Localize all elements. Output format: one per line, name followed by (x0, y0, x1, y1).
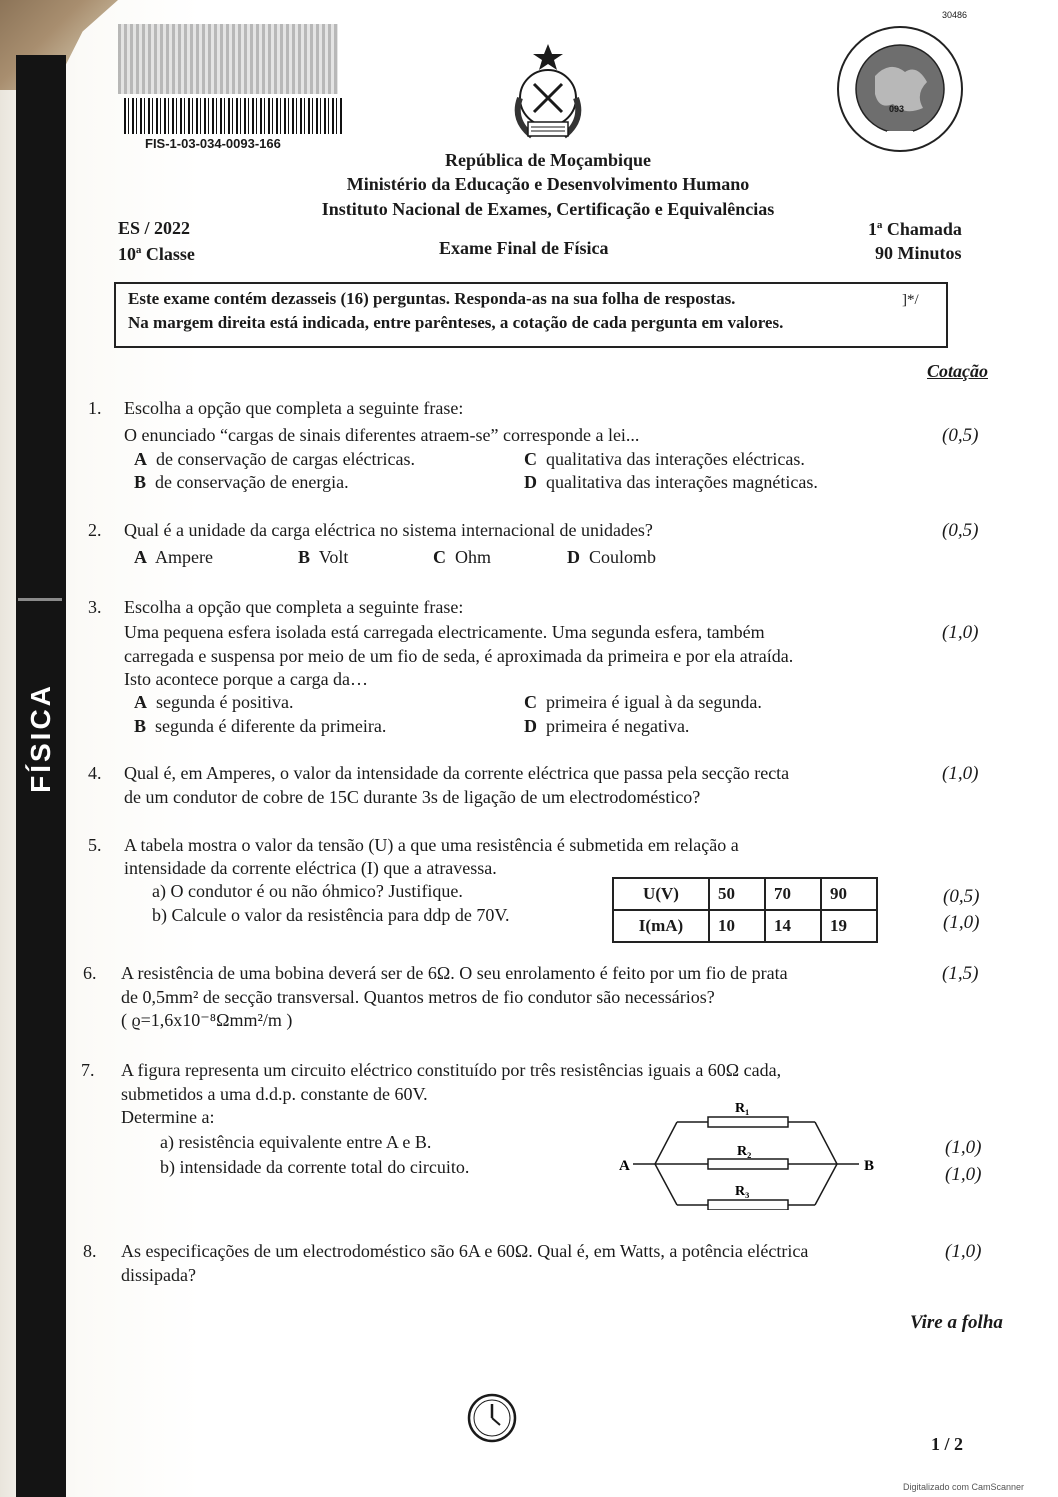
option (134, 472, 349, 493)
question-score: (1,0) (945, 1241, 982, 1262)
option-text: primeira é igual à da segunda. (546, 692, 762, 712)
option (524, 716, 689, 737)
blurred-label (118, 24, 338, 94)
question-text: Qual é a unidade da carga eléctrica no sistema internacional de unidades? (124, 520, 653, 540)
option-letter: D (524, 472, 537, 492)
spine-mark (18, 598, 62, 601)
option-text: qualitativa das interações eléctricas. (546, 449, 805, 469)
question-text: de um condutor de cobre de 15C durante 3s de ligação de um electrodoméstico? (124, 787, 701, 807)
table-cell: 50 (709, 878, 765, 910)
question-text: A resistência de uma bobina deverá ser de 6Ω. O seu enrolamento é feito por um fio de prata (121, 963, 788, 983)
question-number: 4. (88, 763, 102, 783)
resistor-r3 (708, 1200, 788, 1210)
option (567, 547, 656, 568)
table-header-cell: I(mA) (613, 910, 709, 942)
option-text: Ampere (155, 547, 213, 567)
instructions-line-2: Na margem direita está indicada, entre parênteses, a cotação de cada pergunta em valores. (128, 313, 784, 332)
institute-title: Instituto Nacional de Exames, Certificação e Equivalências (321, 199, 775, 219)
option-letter: C (524, 692, 537, 712)
option-letter: B (134, 716, 147, 736)
question-score: (0,5) (942, 520, 979, 541)
option-text: Coulomb (589, 547, 657, 567)
option-letter: C (433, 547, 446, 567)
question-text: O enunciado “cargas de sinais diferentes atraem-se” corresponde a lei... (124, 425, 640, 445)
option (134, 692, 293, 713)
barcode (124, 98, 342, 134)
option-letter: A (134, 547, 147, 567)
table-row (613, 878, 877, 910)
question-score: (1,0) (945, 1164, 982, 1185)
question-text: de 0,5mm² de secção transversal. Quantos metros de fio condutor são necessários? (121, 987, 715, 1007)
question-score: (1,0) (943, 912, 980, 933)
question-number: 7. (81, 1060, 95, 1080)
handwritten-mark: ]*/ (902, 292, 919, 308)
question-number: 3. (88, 597, 102, 617)
option-letter: B (298, 547, 311, 567)
resistor-r1 (708, 1117, 788, 1127)
exam-code: FIS-1-03-034-0093-166 (145, 136, 281, 151)
emblem-icon (498, 40, 598, 150)
table-cell: 14 (765, 910, 821, 942)
option (134, 449, 415, 470)
table-cell: 19 (821, 910, 877, 942)
cotacao-header: Cotação (927, 361, 988, 381)
environment-stamp-icon (835, 24, 965, 154)
stamp-number: 093 (889, 104, 905, 114)
table-cell: 90 (821, 878, 877, 910)
circuit-diagram (615, 1095, 885, 1210)
question-text: intensidade da corrente eléctrica (I) que a atravessa. (124, 858, 497, 878)
option (134, 716, 386, 737)
option (433, 547, 491, 568)
question-text: Determine a: (121, 1107, 215, 1127)
ministry-title: Ministério da Educação e Desenvolvimento Humano (346, 174, 750, 194)
clock-icon (466, 1392, 518, 1444)
exam-grade: 10ª Classe (118, 244, 195, 264)
question-number: 8. (83, 1241, 97, 1261)
resistor-label: R₃ (735, 1184, 750, 1199)
question-text: Uma pequena esfera isolada está carregada electricamente. Uma segunda esfera, também (124, 622, 765, 642)
option (524, 692, 762, 713)
question-text: Qual é, em Amperes, o valor da intensidade da corrente eléctrica que passa pela secção recta (124, 763, 790, 783)
republic-title: República de Moçambique (444, 150, 651, 170)
option (524, 472, 818, 493)
option-letter: D (524, 716, 537, 736)
option-text: de conservação de energia. (155, 472, 349, 492)
instructions-line-1: Este exame contém dezasseis (16) perguntas. Responda-as na sua folha de respostas. (128, 289, 736, 308)
resistor-label: R₁ (735, 1101, 750, 1116)
terminal-b: B (864, 1158, 875, 1174)
question-text: A figura representa um circuito eléctrico constituído por três resistências iguais a 60Ω cada, (121, 1060, 782, 1080)
question-score: (1,0) (942, 622, 979, 643)
sub-question: b) Calcule o valor da resistência para ddp de 70V. (152, 905, 510, 925)
table-row (613, 910, 877, 942)
question-number: 2. (88, 520, 102, 540)
question-score: (0,5) (943, 886, 980, 907)
resistor-label: R₂ (737, 1144, 752, 1159)
question-text: Escolha a opção que completa a seguinte frase: (124, 597, 464, 617)
exam-level: ES / 2022 (118, 218, 191, 238)
option-letter: C (524, 449, 537, 469)
option-letter: D (567, 547, 580, 567)
wire (655, 1122, 677, 1164)
question-text: As especificações de um electrodoméstico são 6A e 60Ω. Qual é, em Watts, a potência eléctrica (121, 1241, 809, 1261)
question-score: (1,0) (942, 763, 979, 784)
exam-call: 1ª Chamada (868, 219, 962, 239)
question-text: carregada e suspensa por meio de um fio de seda, é aproximada da primeira e por ela atraída. (124, 646, 794, 666)
question-score: (1,5) (942, 963, 979, 984)
option-text: de conservação de cargas eléctricas. (156, 449, 416, 469)
question-text: Escolha a opção que completa a seguinte frase: (124, 398, 464, 418)
option (134, 547, 213, 568)
scanner-watermark: Digitalizado com CamScanner (903, 1482, 1025, 1492)
terminal-a: A (619, 1158, 630, 1174)
spine-label: FÍSICA (25, 683, 56, 793)
question-score: (1,0) (945, 1137, 982, 1158)
wire (815, 1164, 837, 1205)
exam-duration: 90 Minutos (875, 243, 962, 263)
question-text: A tabela mostra o valor da tensão (U) a que uma resistência é submetida em relação a (124, 835, 739, 855)
question-text: dissipada? (121, 1265, 196, 1285)
wire (815, 1122, 837, 1164)
question-number: 5. (88, 835, 102, 855)
resistor-r2 (708, 1159, 788, 1169)
voltage-current-table (612, 877, 878, 943)
option (298, 547, 348, 568)
option-text: primeira é negativa. (546, 716, 690, 736)
exam-title: Exame Final de Física (439, 238, 609, 258)
corner-code: 30486 (942, 10, 968, 20)
option-letter: A (134, 692, 147, 712)
question-score: (0,5) (942, 425, 979, 446)
sub-question: b) intensidade da corrente total do circuito. (160, 1157, 470, 1177)
option-text: qualitativa das interações magnéticas. (546, 472, 818, 492)
wire (655, 1164, 677, 1205)
option-letter: A (134, 449, 147, 469)
option-text: segunda é diferente da primeira. (155, 716, 387, 736)
table-cell: 70 (765, 878, 821, 910)
question-text: ( ϱ=1,6x10⁻⁸Ωmm²/m ) (121, 1010, 293, 1030)
option (524, 449, 805, 470)
table-cell: 10 (709, 910, 765, 942)
table-header-cell: U(V) (613, 878, 709, 910)
question-text: Isto acontece porque a carga da… (124, 669, 369, 689)
turn-page-note: Vire a folha (910, 1312, 1003, 1333)
option-text: Volt (318, 547, 349, 567)
option-text: Ohm (455, 547, 491, 567)
option-letter: B (134, 472, 147, 492)
sub-question: a) resistência equivalente entre A e B. (160, 1132, 432, 1152)
option-text: segunda é positiva. (156, 692, 294, 712)
question-text: submetidos a uma d.d.p. constante de 60V. (121, 1084, 428, 1104)
question-number: 1. (88, 398, 102, 418)
sub-question: a) O condutor é ou não óhmico? Justifique. (152, 881, 463, 901)
page-number: 1 / 2 (931, 1434, 964, 1454)
question-number: 6. (83, 963, 97, 983)
